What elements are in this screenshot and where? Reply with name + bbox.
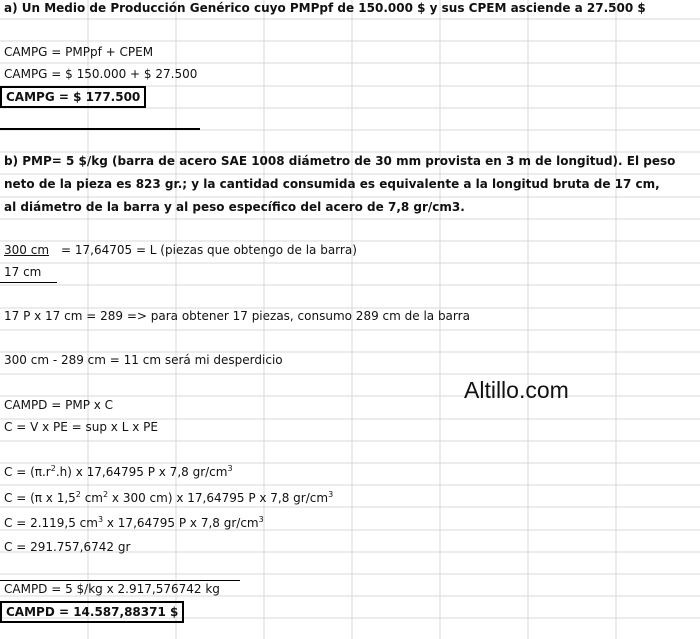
- step2-part-b: cm: [80, 491, 103, 505]
- step2-sup2: 2: [103, 490, 109, 499]
- fraction-result: = 17,64705 = L (piezas que obtengo de la barra): [61, 243, 357, 257]
- campg-result: CAMPG = $ 177.500: [0, 86, 146, 108]
- step2-sup1: 2: [75, 490, 81, 499]
- consumption-step-3: [0, 512, 264, 534]
- step3-sup1: 3: [97, 515, 104, 524]
- step3-part-b: x 17,64795 P x 7,8 gr/cm: [103, 516, 259, 530]
- fraction-denominator: 17 cm: [4, 265, 42, 279]
- pieces-line: 17 P x 17 cm = 289 => para obtener 17 piezas, consumo 289 cm de la barra: [4, 309, 470, 323]
- part-b-heading-1: b) PMP= 5 $/kg (barra de acero SAE 1008 diámetro de 30 mm provista en 3 m de longitud). El peso: [4, 154, 676, 168]
- step1-sup2: 3: [227, 464, 233, 473]
- step1-part-a: C = (π.r: [4, 465, 51, 479]
- part-b-heading-2: neto de la pieza es 823 gr.; y la cantidad consumida es equivalente a la longitud bruta de 17 cm,: [4, 177, 660, 191]
- campg-values: CAMPG = $ 150.000 + $ 27.500: [4, 67, 198, 81]
- step3-sup2: 3: [258, 515, 264, 524]
- watermark-logo: Altillo.com: [464, 377, 569, 403]
- campg-formula: CAMPG = PMPpf + CPEM: [4, 45, 154, 59]
- consumption-step-2: [0, 487, 333, 509]
- campd-calculation: CAMPD = 5 $/kg x 2.917,576742 kg: [4, 582, 220, 596]
- consumption-result: C = 291.757,6742 gr: [4, 540, 131, 554]
- part-a-heading: a) Un Medio de Producción Genérico cuyo PMPpf de 150.000 $ y sus CPEM asciende a 27.500 $: [4, 1, 646, 15]
- campd-result: CAMPD = 14.587,88371 $: [0, 601, 184, 623]
- waste-line: 300 cm - 289 cm = 11 cm será mi desperdicio: [4, 353, 283, 367]
- step2-part-c: x 300 cm) x 17,64795 P x 7,8 gr/cm: [108, 491, 329, 505]
- consumption-formula: C = V x PE = sup x L x PE: [4, 420, 158, 434]
- step1-sup1: 2: [50, 464, 56, 473]
- campd-formula: CAMPD = PMP x C: [4, 398, 114, 412]
- step2-part-a: C = (π x 1,5: [4, 491, 76, 505]
- step2-sup3: 3: [328, 490, 334, 499]
- step3-part-a: C = 2.119,5 cm: [4, 516, 98, 530]
- section-divider: [0, 128, 200, 130]
- fraction-numerator: 300 cm: [4, 243, 50, 257]
- fraction-underline: [0, 282, 57, 283]
- part-b-heading-3: al diámetro de la barra y al peso específico del acero de 7,8 gr/cm3.: [4, 200, 465, 214]
- step1-part-b: .h) x 17,64795 P x 7,8 gr/cm: [55, 465, 228, 479]
- consumption-step-1: [0, 461, 233, 483]
